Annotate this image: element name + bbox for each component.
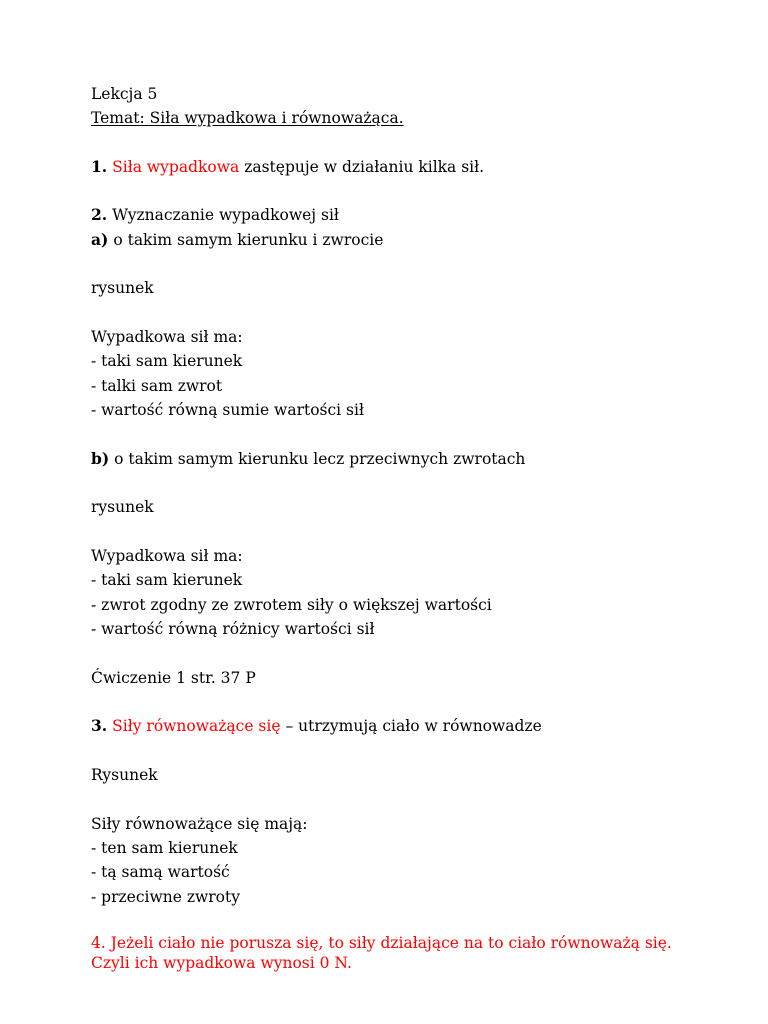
exercise-reference: Ćwiczenie 1 str. 37 P <box>91 668 256 687</box>
list-item: - tą samą wartość <box>91 863 230 882</box>
point-1 <box>91 155 672 179</box>
point-3-term: Siły równoważące się <box>112 717 281 736</box>
lesson-topic: Temat: Siła wypadkowa i równoważąca. <box>91 109 404 128</box>
point-2a-label: a) <box>91 229 109 249</box>
point-2-title: Wyznaczanie wypadkowej sił <box>112 206 339 225</box>
point-1-term: Siła wypadkowa <box>112 157 240 176</box>
point-3-text: – utrzymują ciało w równowadze <box>285 717 542 736</box>
point-2-number: 2. <box>91 205 108 225</box>
list-item: - przeciwne zwroty <box>91 887 240 906</box>
point-4-line-1: 4. Jeżeli ciało nie porusza się, to siły działające na to ciało równoważą się. <box>91 934 672 953</box>
list-item: - wartość równą różnicy wartości sił <box>91 620 375 639</box>
lesson-notes <box>91 82 672 973</box>
resultant-heading-a: Wypadkowa sił ma: <box>91 328 243 347</box>
drawing-placeholder-3: Rysunek <box>91 765 158 784</box>
balanced-forces-heading: Siły równoważące się mają: <box>91 814 308 833</box>
point-2b-label: b) <box>91 448 110 468</box>
lesson-topic-line <box>91 106 672 130</box>
list-item: - wartość równą sumie wartości sił <box>91 401 364 420</box>
point-2a-text: o takim samym kierunku i zwrocie <box>113 230 384 249</box>
list-item: - taki sam kierunek <box>91 352 243 371</box>
point-2a <box>91 228 672 252</box>
point-4 <box>91 933 672 973</box>
point-1-text: zastępuje w działaniu kilka sił. <box>244 157 485 176</box>
lesson-number: Lekcja 5 <box>91 84 158 103</box>
list-item: - ten sam kierunek <box>91 838 238 857</box>
point-4-line-2: Czyli ich wypadkowa wynosi 0 N. <box>91 954 352 973</box>
drawing-placeholder-b: rysunek <box>91 498 154 517</box>
point-2 <box>91 203 672 227</box>
list-item: - zwrot zgodny ze zwrotem siły o większej wartości <box>91 595 492 614</box>
drawing-placeholder-a: rysunek <box>91 279 154 298</box>
list-item: - talki sam zwrot <box>91 376 223 395</box>
resultant-heading-b: Wypadkowa sił ma: <box>91 547 243 566</box>
point-2b-text: o takim samym kierunku lecz przeciwnych zwrotach <box>114 449 526 468</box>
list-item: - taki sam kierunek <box>91 571 243 590</box>
point-3 <box>91 714 672 738</box>
point-1-number: 1. <box>91 156 108 176</box>
point-3-number: 3. <box>91 716 108 736</box>
point-2b <box>91 447 672 471</box>
